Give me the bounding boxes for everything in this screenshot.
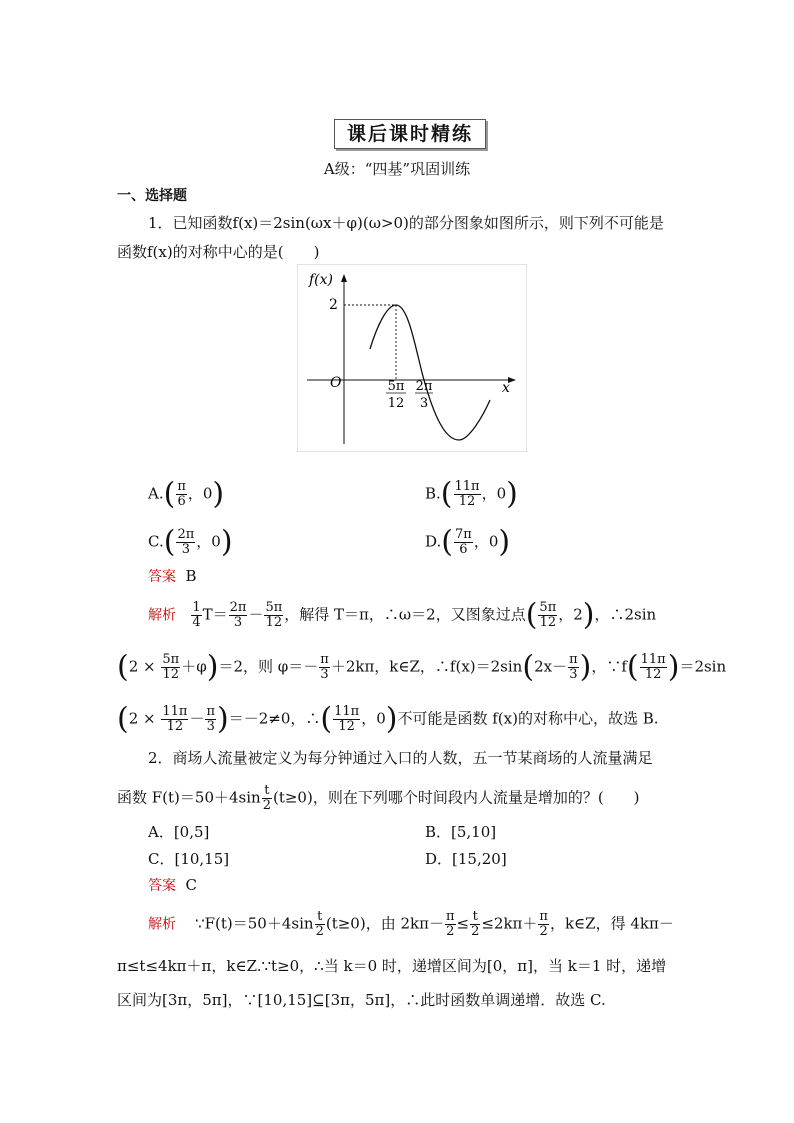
q2-option-d: D．[15,20] <box>425 850 507 868</box>
q1-option-d: D.( $\frac{7\pi}{6}$ ，0) <box>425 524 511 560</box>
x-axis-label: x <box>502 380 510 396</box>
tick2-numerator: 2π <box>415 379 433 394</box>
option-b-fraction: $\frac{11\pi}{12}$ <box>454 479 480 509</box>
answer-label: 答案 <box>148 569 176 585</box>
q2-option-b: B．[5,10] <box>425 823 497 841</box>
option-c-fraction: $\frac{2\pi}{3}$ <box>177 527 195 557</box>
q2-answer <box>148 875 197 896</box>
q2-analysis-line3: 区间为[3π，5π]，∵[10,15]⊆[3π，5π]，∴此时函数单调递增．故选 C. <box>117 991 606 1009</box>
q1-answer <box>148 566 197 587</box>
answer-label: 答案 <box>148 878 176 894</box>
graph-frame <box>297 264 527 452</box>
tick2-denominator: 3 <box>419 396 429 411</box>
q2-stem-line2: 函数 F(t)＝50＋4sin $\frac{t}{2}$ (t≥0)，则在下列哪个时间段内人流量是增加的？( ) <box>117 783 640 813</box>
q1-option-a: A.( $\frac{\pi}{6}$ ，0) <box>148 476 225 512</box>
answer-value: C <box>185 876 198 894</box>
max-label: 2 <box>329 297 338 313</box>
answer-value: B <box>185 567 197 585</box>
option-d-prefix: D. <box>425 532 442 551</box>
section-heading: 一、选择题 <box>117 188 187 204</box>
q1-graph <box>297 264 527 452</box>
option-a-prefix: A. <box>148 484 164 503</box>
option-a-fraction: $\frac{\pi}{6}$ <box>177 479 186 509</box>
q1-option-b: B.( $\frac{11\pi}{12}$ ，0) <box>425 476 518 512</box>
tick1-denominator: 12 <box>387 396 405 411</box>
analysis-label: 解析 <box>148 607 176 624</box>
option-d-fraction: $\frac{7\pi}{6}$ <box>454 527 472 557</box>
q2-analysis-line2: π≤t≤4kπ＋π，k∈Z.∵t≥0，∴当 k＝0 时，递增区间为[0，π]，当 k＝1 时，递增 <box>117 957 667 975</box>
option-b-prefix: B. <box>425 484 441 503</box>
q2-option-c: C．[10,15] <box>148 850 230 868</box>
q1-stem-line2: 函数f(x)的对称中心的是( ) <box>117 243 320 261</box>
q2-analysis-line1: 解析 ∵F(t)＝50＋4sin $\frac{t}{2}$ (t≥0)，由 2kπ－ $\frac{\pi}{2}$ ≤ $\frac{t}{2}$ ≤2kπ＋ $\frac{\pi}{2}$ ，k∈Z，得 4kπ－ <box>148 909 674 939</box>
page-title: 课后课时精练 <box>334 119 486 149</box>
origin-label: O <box>330 375 342 391</box>
q1-stem-line1: 1．已知函数f(x)＝2sin(ωx＋φ)(ω>0)的部分图象如图所示，则下列不可能是 <box>148 214 664 232</box>
q2-stem-line1: 2．商场人流量被定义为每分钟通过入口的人数，五一节某商场的人流量满足 <box>148 749 653 767</box>
y-axis-label: f(x) <box>309 272 334 288</box>
q1-option-c: C.( $\frac{2\pi}{3}$ ，0) <box>148 524 233 560</box>
q1-analysis-line1: 解析 $\frac{1}{4}$ T＝ $\frac{2\pi}{3}$ － $\frac{5\pi}{12}$ ，解得 T＝π，∴ω＝2，又图象过点( $\frac{5\pi}{12}$ ，2)，∴2sin <box>148 597 657 633</box>
option-c-prefix: C. <box>148 532 164 551</box>
q1-analysis-line3: (2 × $\frac{11\pi}{12}$ － $\frac{\pi}{3}$ )＝－2≠0，∴( $\frac{11\pi}{12}$ ，0)不可能是函数 f(x)的对称中心，故选 B. <box>117 701 659 737</box>
q1-analysis-line2: (2 × $\frac{5\pi}{12}$ ＋φ)＝2，则 φ＝－ $\frac{\pi}{3}$ ＋2kπ，k∈Z，∴f(x)＝2sin(2x－ $\frac{\pi}{3}$ )，∵f( $\frac{11\pi}{12}$ )＝2sin <box>117 649 727 685</box>
analysis-label: 解析 <box>148 916 176 933</box>
tick1-numerator: 5π <box>387 379 405 394</box>
page-subtitle: A级：“四基”巩固训练 <box>323 160 471 178</box>
q2-option-a: A．[0,5] <box>148 823 210 841</box>
